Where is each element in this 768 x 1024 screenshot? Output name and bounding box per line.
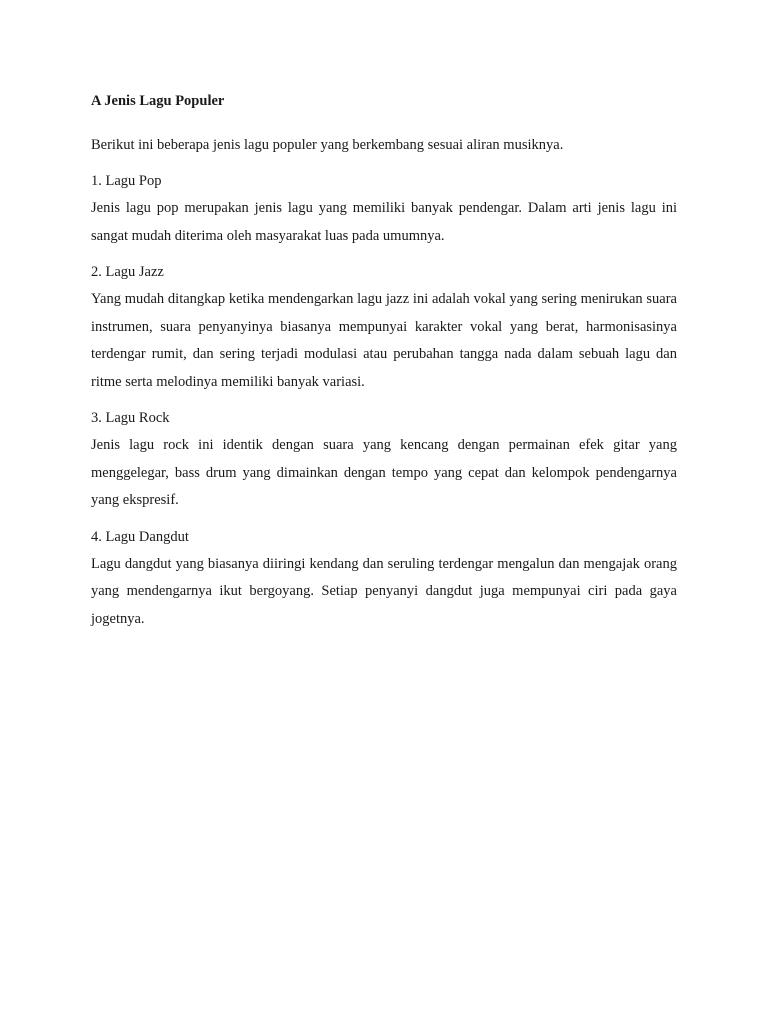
section-heading: 2. Lagu Jazz	[91, 264, 164, 280]
section-pop	[91, 168, 677, 250]
section-body: Lagu dangdut yang biasanya diiringi kendang dan seruling terdengar mengalun dan mengajak orang yang mendengarnya ikut bergoyang. Setiap penyanyi dangdut juga mempunyai ciri pada gaya jogetnya.	[91, 555, 677, 627]
section-dangdut	[91, 524, 677, 634]
section-body: Jenis lagu rock ini identik dengan suara yang kencang dengan permainan efek gitar yang menggelegar, bass drum yang dimainkan dengan tempo yang cepat dan kelompok pendengarnya yang ekspresif.	[91, 437, 677, 508]
section-jazz	[91, 259, 677, 396]
section-rock	[91, 405, 677, 515]
intro-paragraph: Berikut ini beberapa jenis lagu populer yang berkembang sesuai aliran musiknya.	[91, 137, 564, 153]
document-page	[91, 88, 677, 642]
section-heading: 3. Lagu Rock	[91, 410, 170, 426]
section-heading: 1. Lagu Pop	[91, 173, 162, 189]
section-heading: 4. Lagu Dangdut	[91, 528, 189, 545]
section-body: Yang mudah ditangkap ketika mendengarkan lagu jazz ini adalah vokal yang sering menirukan suara instrumen, suara penyanyinya biasanya mempunyai karakter vokal yang berat, harmonisasinya terdengar rumit, dan sering terjadi modulasi atau perubahan tangga nada dalam sebuah lagu dan ritme serta melodinya memiliki banyak variasi.	[91, 291, 677, 390]
document-title: A Jenis Lagu Populer	[91, 93, 225, 109]
section-body: Jenis lagu pop merupakan jenis lagu yang memiliki banyak pendengar. Dalam arti jenis lagu ini sangat mudah diterima oleh masyarakat luas pada umumnya.	[91, 200, 677, 244]
